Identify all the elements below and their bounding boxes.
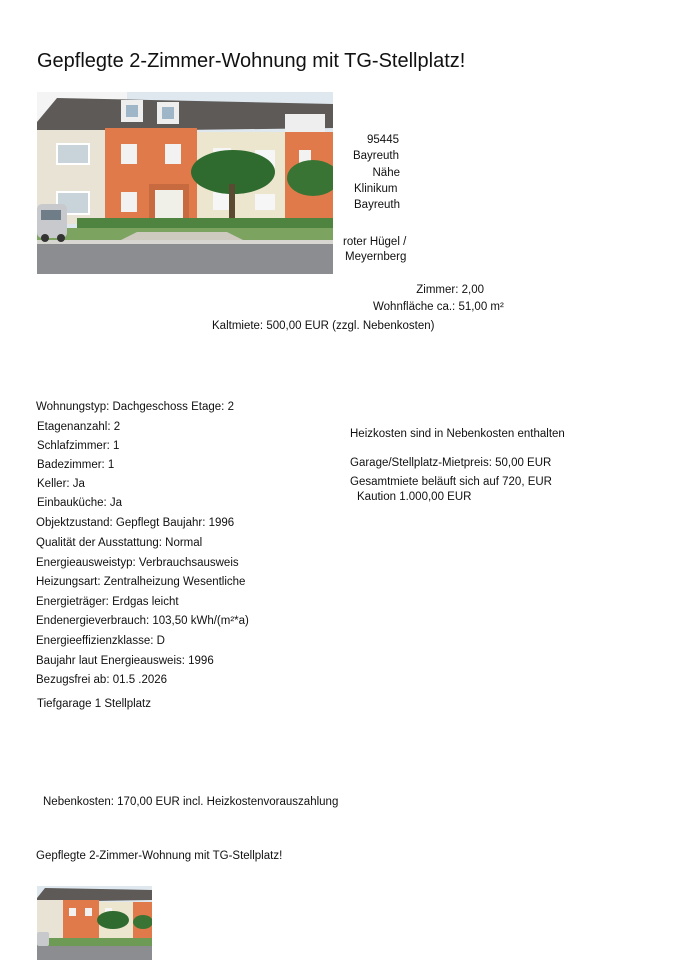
detail-item: Bezugsfrei ab: 01.5 .2026 <box>36 674 168 686</box>
detail-item: Energieeffizienzklasse: D <box>36 635 165 647</box>
building-thumbnail <box>37 886 152 960</box>
living-area: Wohnfläche ca.: 51,00 m² <box>373 301 504 313</box>
detail-item: Endenergieverbrauch: 103,50 kWh/(m²*a) <box>36 615 249 627</box>
address-city: Bayreuth <box>352 150 399 162</box>
detail-item: Baujahr laut Energieausweis: 1996 <box>36 655 214 667</box>
address-near-1: Nähe <box>372 167 400 179</box>
additional-costs: Nebenkosten: 170,00 EUR incl. Heizkostenvorauszahlung <box>43 796 339 808</box>
address-near-2: Klinikum <box>354 183 398 195</box>
deposit: Kaution 1.000,00 EUR <box>357 491 472 503</box>
address-near-3: Bayreuth <box>354 199 401 211</box>
address-zip: 95445 <box>367 134 399 146</box>
detail-item: Qualität der Ausstattung: Normal <box>36 537 203 549</box>
cold-rent: Kaltmiete: 500,00 EUR (zzgl. Nebenkosten) <box>212 320 435 332</box>
detail-item: Objektzustand: Gepflegt Baujahr: 1996 <box>36 517 235 529</box>
detail-item: Einbauküche: Ja <box>37 497 123 509</box>
detail-item: Keller: Ja <box>37 478 85 490</box>
building-photo <box>37 92 333 274</box>
detail-item: Etagenanzahl: 2 <box>37 421 121 433</box>
detail-item: Schlafzimmer: 1 <box>37 440 120 452</box>
heating-costs-note: Heizkosten sind in Nebenkosten enthalten <box>350 428 565 440</box>
address-district-1: roter Hügel / <box>343 236 407 248</box>
detail-item: Tiefgarage 1 Stellplatz <box>37 698 152 710</box>
total-rent: Gesamtmiete beläuft sich auf 720, EUR <box>350 476 552 488</box>
detail-item: Energieausweistyp: Verbrauchsausweis <box>36 557 239 569</box>
listing-title: Gepflegte 2-Zimmer-Wohnung mit TG-Stellplatz! <box>37 50 466 72</box>
footer-title: Gepflegte 2-Zimmer-Wohnung mit TG-Stellplatz! <box>36 850 283 862</box>
detail-item: Energieträger: Erdgas leicht <box>36 596 179 608</box>
address-district-2: Meyernberg <box>345 251 407 263</box>
detail-item: Heizungsart: Zentralheizung Wesentliche <box>36 576 246 588</box>
detail-item: Wohnungstyp: Dachgeschoss Etage: 2 <box>36 401 234 413</box>
garage-rent: Garage/Stellplatz-Mietpreis: 50,00 EUR <box>350 457 552 469</box>
rooms-count: Zimmer: 2,00 <box>416 284 484 296</box>
detail-item: Badezimmer: 1 <box>37 459 115 471</box>
